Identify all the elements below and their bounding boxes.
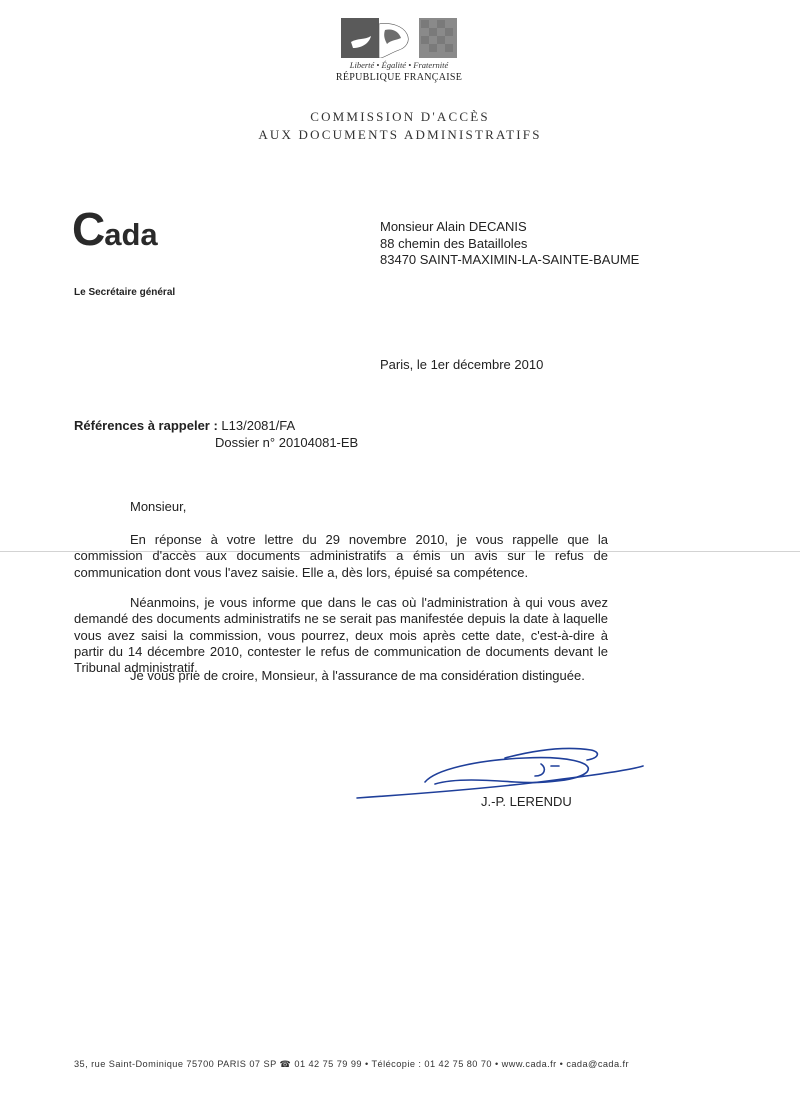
republic-motto: Liberté • Égalité • Fraternité [349, 60, 449, 70]
recipient-street: 88 chemin des Batailloles [380, 235, 528, 251]
references-label: Références à rappeler : [74, 418, 218, 433]
cada-logo-letter: C [72, 203, 106, 255]
cada-logo [72, 203, 158, 255]
commission-title-line-2: AUX DOCUMENTS ADMINISTRATIFS [258, 127, 542, 142]
commission-title-line-1: COMMISSION D'ACCÈS [310, 109, 490, 124]
salutation: Monsieur, [130, 499, 187, 514]
marianne-logo-icon [341, 18, 457, 58]
paragraph-2-text: Néanmoins, je vous informe que dans le cas où l'administration à qui vous avez demandé des documents administratifs ne se serait pas manifestée depuis la date à laquelle vous avez saisi la commission, vous pourrez, deux mois après cette date, c'est-à-dire à partir du 14 décembre 2010, contester le refus de communication de documents devant le Tribunal administratif. [74, 595, 608, 676]
sender-title: Le Secrétaire général [74, 287, 176, 298]
closing-paragraph [74, 668, 614, 684]
closing-text: Je vous prie de croire, Monsieur, à l'assurance de ma considération distinguée. [130, 668, 585, 683]
reference-code: L13/2081/FA [221, 418, 296, 433]
recipient-address [380, 219, 639, 269]
references-block [74, 417, 358, 451]
dossier-number: Dossier n° 20104081-EB [215, 435, 359, 450]
signer-name: J.-P. LERENDU [481, 794, 572, 809]
footer-contact: 35, rue Saint-Dominique 75700 PARIS 07 SP ☎ 01 42 75 79 99 • Télécopie : 01 42 75 80 70 • www.cada.fr • cada@cada.fr [74, 1059, 630, 1069]
cada-logo-rest: ada [104, 217, 158, 252]
republic-name: RÉPUBLIQUE FRANÇAISE [335, 72, 463, 83]
paragraph-1-text: En réponse à votre lettre du 29 novembre 2010, je vous rappelle que la commission d'accès aux documents administratifs a émis un avis sur le refus de communication dont vous l'avez saisie. Elle a, dès lors, épuisé sa compétence. [74, 532, 608, 580]
recipient-name: Monsieur Alain DECANIS [380, 219, 527, 234]
commission-title [0, 108, 800, 144]
recipient-city: 83470 SAINT-MAXIMIN-LA-SAINTE-BAUME [380, 252, 640, 267]
letter-date: Paris, le 1er décembre 2010 [380, 357, 544, 372]
paragraph-1 [74, 532, 608, 581]
paragraph-2 [74, 595, 608, 676]
